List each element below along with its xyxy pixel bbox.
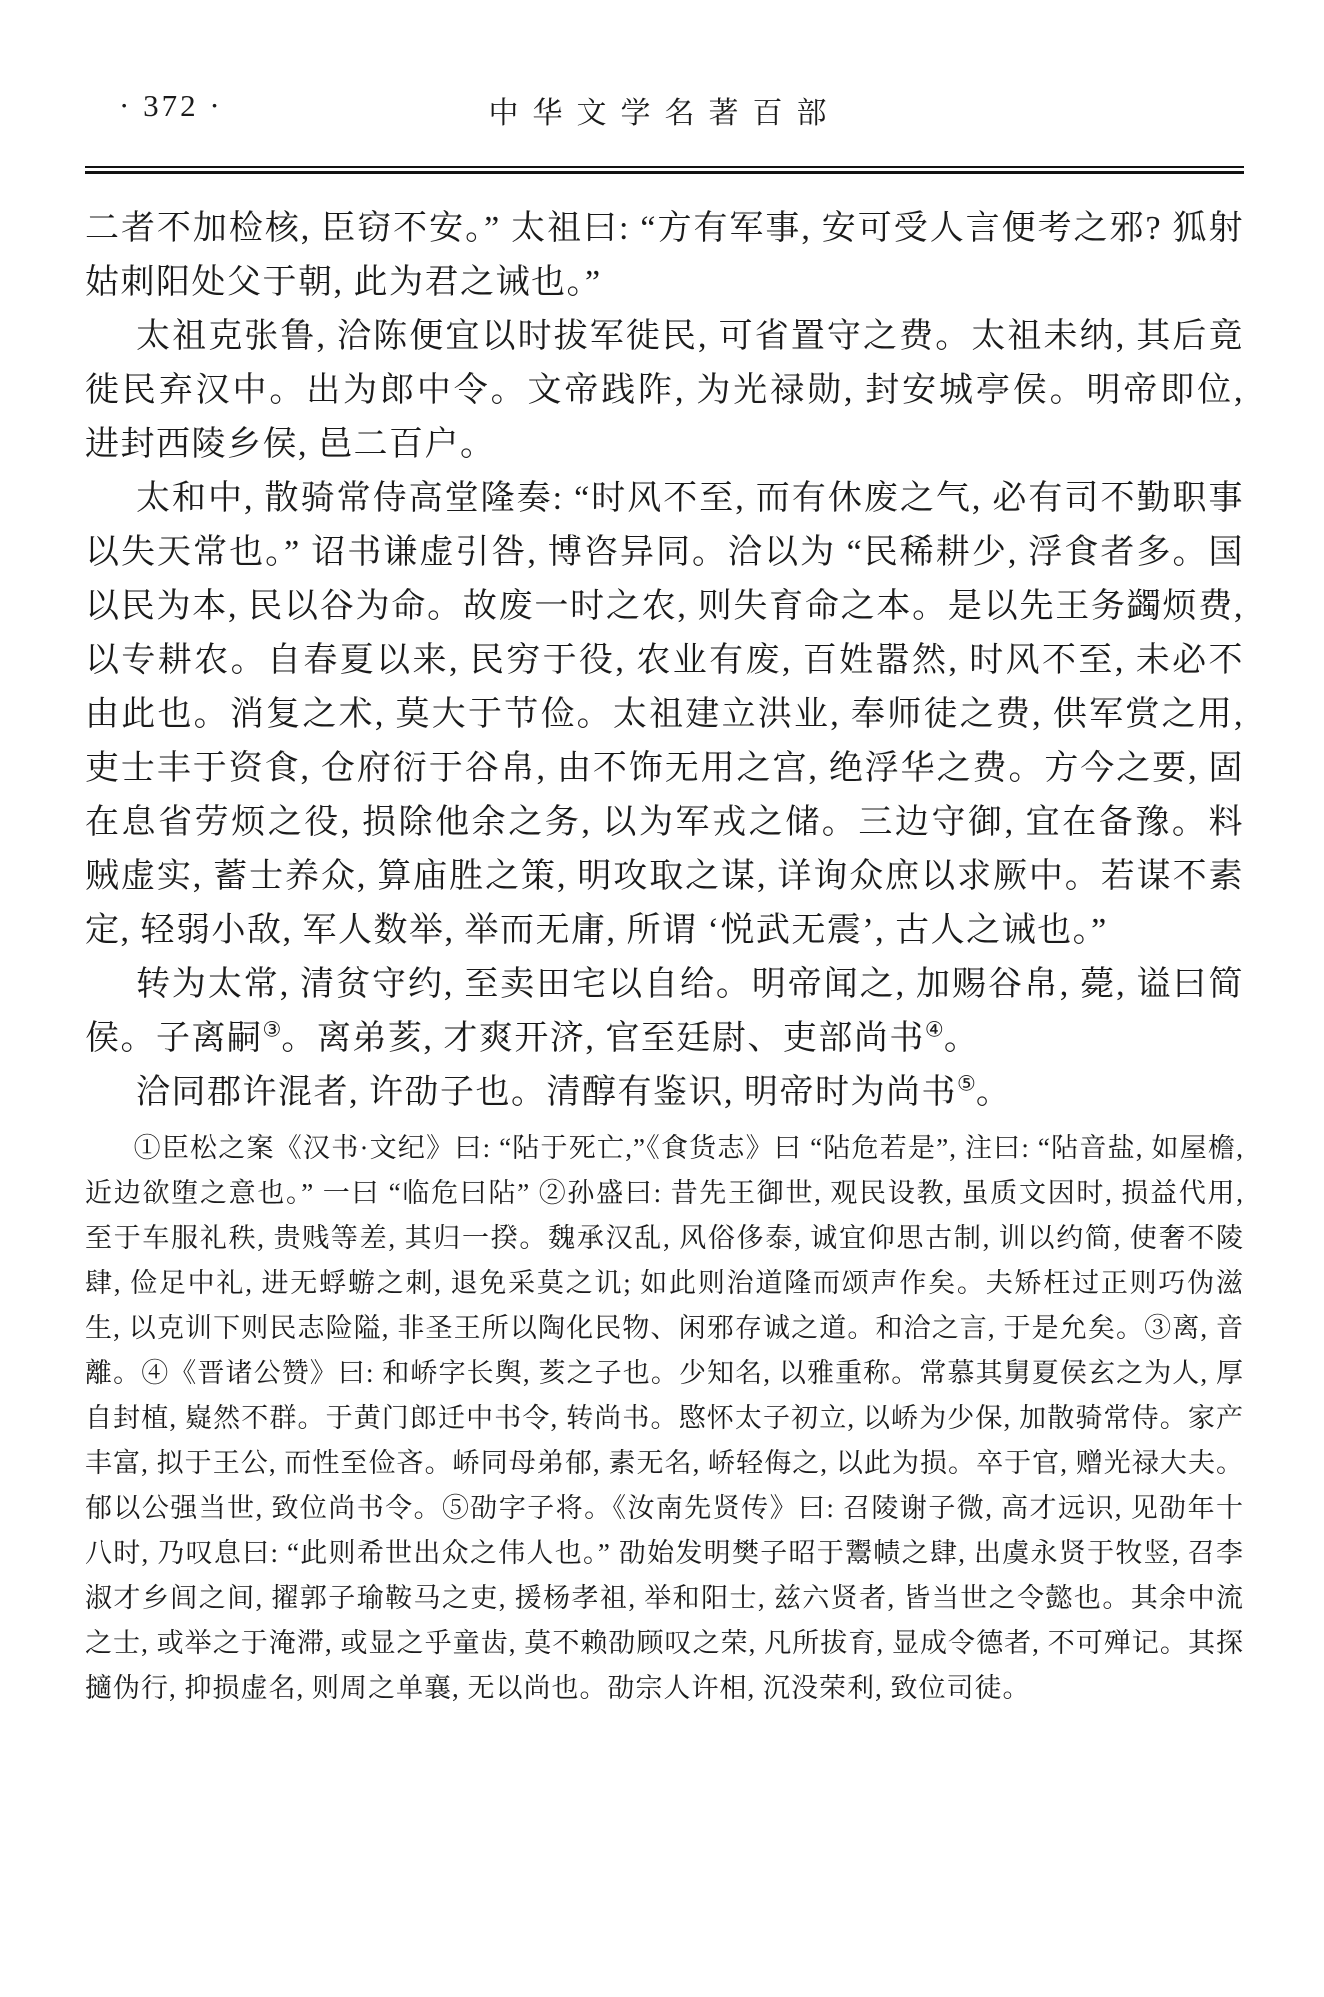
paragraph-4-text-3: 。 xyxy=(943,1020,980,1057)
book-title: 中华文学名著百部 xyxy=(488,97,841,130)
paragraph-1: 二者不加检核, 臣窃不安。” 太祖曰: “方有军事, 安可受人言便考之邪? 狐射姑刺阳处父于朝, 此为君之诫也。” xyxy=(85,210,1244,301)
paragraph-5-text-1: 洽同郡许混者, 许劭子也。清醇有鉴识, 明帝时为尚书 xyxy=(136,1074,957,1111)
paragraph-5-text-2: 。 xyxy=(975,1074,1012,1111)
paragraph-2: 太祖克张鲁, 洽陈便宜以时拔军徙民, 可省置守之费。太祖未纳, 其后竟徙民弃汉中。出为郎中令。文帝践阼, 为光禄勋, 封安城亭侯。明帝即位, 进封西陵乡侯, 邑二百户。 xyxy=(85,318,1244,463)
paragraph-4-text-2: 。离弟荄, 才爽开济, 官至廷尉、吏部尚书 xyxy=(281,1020,925,1057)
paragraph-4 xyxy=(85,958,1244,1066)
page-header xyxy=(85,88,1244,132)
paragraph-5 xyxy=(85,1066,1244,1120)
annotations-paragraph: ①臣松之案《汉书·文纪》曰: “阽于死亡,”《食货志》曰 “阽危若是”, 注曰: “阽音盐, 如屋檐, 近边欲堕之意也。” 一曰 “临危曰阽” ②孙盛曰: 昔先王御世, 观民设教, 虽质文因时, 损益代用, 至于车服礼秩, 贵贱等差, 其归一揆。魏承汉乱, 风俗侈泰, 诚宜仰思古制, 训以约简, 使奢不陵肆, 俭足中礼, 进无蜉蝣之刺, 退免采莫之讥; 如此则治道隆而颂声作矣。夫矫枉过正则巧伪滋生, 以克训下则民志险隘, 非圣王所以陶化民物、闲邪存诚之道。和洽之言, 于是允矣。③离, 音離。④《晋诸公赞》曰: 和峤字长舆, 荄之子也。少知名, 以雅重称。常慕其舅夏侯玄之为人, 厚自封植, 嶷然不群。于黄门郎迁中书令, 转尚书。愍怀太子初立, 以峤为少保, 加散骑常侍。家产丰富, 拟于王公, 而性至俭吝。峤同母弟郁, 素无名, 峤轻侮之, 以此为损。卒于官, 赠光禄大夫。郁以公强当世, 致位尚书令。⑤劭字子将。《汝南先贤传》曰: 召陵谢子微, 高才远识, 见劭年十八时, 乃叹息曰: “此则希世出众之伟人也。” 劭始发明樊子昭于鬻帻之肆, 出虞永贤于牧竖, 召李淑才乡闾之间, 擢郭子瑜鞍马之吏, 援杨孝祖, 举和阳士, 兹六贤者, 皆当世之令懿也。其余中流之士, 或举之于淹滞, 或显之乎童齿, 莫不赖劭顾叹之荣, 凡所拔育, 显成令德者, 不可殚记。其探擿伪行, 抑损虚名, 则周之单襄, 无以尚也。劭宗人许相, 沉没荣利, 致位司徒。 xyxy=(85,1133,1244,1703)
note-ref-4: ④ xyxy=(924,1017,944,1042)
note-ref-3: ③ xyxy=(262,1017,282,1042)
annotations-block xyxy=(85,1126,1244,1711)
main-text-block xyxy=(85,202,1244,1120)
note-ref-5: ⑤ xyxy=(957,1071,976,1096)
header-divider-rule xyxy=(85,166,1244,174)
page-number: · 372 · xyxy=(119,88,223,123)
paragraph-3: 太和中, 散骑常侍高堂隆奏: “时风不至, 而有休废之气, 必有司不勤职事以失天常也。” 诏书谦虚引咎, 博咨异同。洽以为 “民稀耕少, 浮食者多。国以民为本, 民以谷为命。故废一时之农, 则失育命之本。是以先王务蠲烦费, 以专耕农。自春夏以来, 民穷于役, 农业有废, 百姓嚣然, 时风不至, 未必不由此也。消复之术, 莫大于节俭。太祖建立洪业, 奉师徒之费, 供军赏之用, 吏士丰于资食, 仓府衍于谷帛, 由不饰无用之宫, 绝浮华之费。方今之要, 固在息省劳烦之役, 损除他余之务, 以为军戎之储。三边守御, 宜在备豫。料贼虚实, 蓄士养众, 算庙胜之策, 明攻取之谋, 详询众庶以求厥中。若谋不素定, 轻弱小敌, 军人数举, 举而无庸, 所谓 ‘悦武无震’, 古人之诫也。” xyxy=(85,480,1244,949)
paragraph-4-text-1: 转为太常, 清贫守约, 至卖田宅以自给。明帝闻之, 加赐谷帛, 薨, 谥曰简侯。子离嗣 xyxy=(85,966,1244,1057)
